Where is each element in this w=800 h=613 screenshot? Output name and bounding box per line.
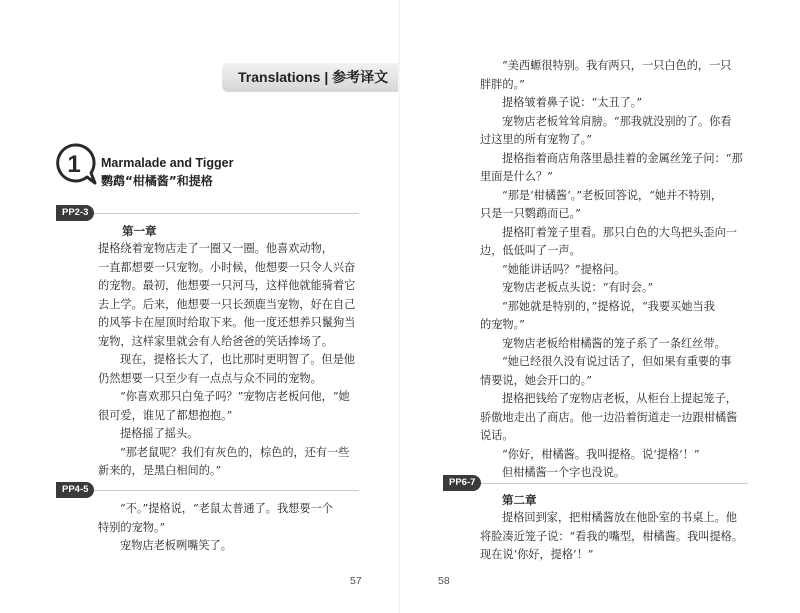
paragraph-line: 边，低低叫了一声。 <box>480 244 581 257</box>
paragraph-line: 一直都想要一只宠物。小时候，他想要一只令人兴奋 <box>98 260 356 274</box>
chapter-title-zh: 鹦鹉“柑橘酱”和提格 <box>101 174 213 188</box>
left-section1-text <box>60 222 355 481</box>
right-section1-text <box>480 57 743 483</box>
chapter-heading: 第二章 <box>502 493 537 507</box>
paragraph-line: 只是一只鹦鹉而已。” <box>480 207 581 220</box>
paragraph-line: 的宠物。最初，他想要一只河马，这样他就能骑着它 <box>98 279 356 292</box>
paragraph-line: 现在说‘你好，提格’！” <box>480 548 594 561</box>
paragraph-line: 现在，提格长大了，也比那时更明智了。但是他 <box>120 353 355 366</box>
paragraph-line: 胖胖的。” <box>480 77 525 91</box>
paragraph-line: 的宠物。” <box>480 318 525 331</box>
paragraph-line: 将脸凑近笼子说：“看我的嘴型，柑橘酱。我叫提格。 <box>480 529 744 543</box>
paragraph-line: 说话。 <box>480 429 514 442</box>
right-page <box>400 0 800 613</box>
paragraph-line: 宠物店老板给柑橘酱的笼子系了一条红丝带。 <box>502 336 726 350</box>
paragraph-line: 去上学。后来，他想要一只长颈鹿当宠物，好在自己 <box>98 297 356 311</box>
chapter-number-badge <box>53 142 99 186</box>
paragraph-line: “你好，柑橘酱。我叫提格。说‘提格’！” <box>502 447 700 461</box>
page-ref-tag: PP6-7 <box>443 475 481 491</box>
paragraph-line: 情要说，她会开口的。” <box>480 373 592 387</box>
chapter-number: 1 <box>67 151 81 178</box>
chapter-title-en: Marmalade and Tigger <box>101 156 234 170</box>
page-ref-tag: PP4-5 <box>56 482 94 498</box>
page-number: 57 <box>350 575 362 587</box>
left-section2-text <box>60 500 333 556</box>
paragraph-line: “她已经很久没有说过话了，但如果有重要的事 <box>502 355 732 368</box>
paragraph-line: 提格绕着宠物店走了一圈又一圈。他喜欢动物， <box>98 242 333 255</box>
paragraph-line: 特别的宠物。” <box>98 520 166 534</box>
paragraph-line: 宠物，这样家里就会有人给爸爸的笑话捧场了。 <box>98 334 333 348</box>
paragraph-line: 但柑橘酱一个字也没说。 <box>502 466 626 479</box>
paragraph-line: 的风筝卡在屋顶时给取下来。他一度还想养只鬣狗当 <box>98 316 356 329</box>
paragraph-line: 宠物店老板咧嘴笑了。 <box>120 539 232 552</box>
paragraph-line: 宠物店老板耸耸肩膀。“那我就没别的了。你看 <box>502 114 732 128</box>
paragraph-line: 仍然想要一只至少有一点点与众不同的宠物。 <box>98 371 322 385</box>
paragraph-line: 宠物店老板点头说：“有时会。” <box>502 281 654 294</box>
page-number: 58 <box>438 575 450 587</box>
paragraph-line: “那她就是特别的，”提格说，“我要买她当我 <box>502 299 715 313</box>
paragraph-line: “你喜欢那只白兔子吗？”宠物店老板问他，“她 <box>120 390 350 403</box>
paragraph-line: 提格回到家，把柑橘酱放在他卧室的书桌上。他 <box>502 511 737 524</box>
paragraph-line: “不。”提格说，“老鼠太普通了。我想要一个 <box>120 502 333 515</box>
paragraph-line: 过这里的所有宠物了。” <box>480 133 592 146</box>
section-rule <box>443 483 748 484</box>
paragraph-line: 很可爱，谁见了都想抱抱。” <box>98 408 233 422</box>
page-ref-tag: PP2-3 <box>56 205 94 221</box>
paragraph-line: 骄傲地走出了商店。他一边沿着街道走一边跟柑橘酱 <box>480 410 738 424</box>
paragraph-line: 提格把钱给了宠物店老板，从柜台上提起笼子， <box>502 392 737 405</box>
paragraph-line: 提格摇了摇头。 <box>120 427 199 440</box>
speech-bubble-icon <box>53 142 99 186</box>
right-section2-text <box>480 491 743 565</box>
paragraph-line: 里面是什么？” <box>480 170 553 183</box>
paragraph-line: “她能讲话吗？”提格问。 <box>502 262 626 276</box>
translations-banner: Translations | 参考译文 <box>222 63 400 92</box>
section-rule <box>56 213 359 214</box>
paragraph-line: “那老鼠呢？我们有灰色的，棕色的，还有一些 <box>120 445 350 459</box>
paragraph-line: “美西螈很特别。我有两只，一只白色的，一只 <box>502 59 732 72</box>
paragraph-line: 提格皱着鼻子说：“太丑了。” <box>502 96 643 109</box>
paragraph-line: 提格盯着笼子里看。那只白色的大鸟把头歪向一 <box>502 225 737 239</box>
paragraph-line: “那是‘柑橘酱’。”老板回答说，“她并不特别， <box>502 188 723 202</box>
paragraph-line: 提格指着商店角落里悬挂着的金属丝笼子问：“那 <box>502 151 743 165</box>
chapter-heading: 第一章 <box>122 224 157 238</box>
paragraph-line: 新来的，是黑白相间的。” <box>98 464 222 477</box>
section-rule <box>56 490 359 491</box>
